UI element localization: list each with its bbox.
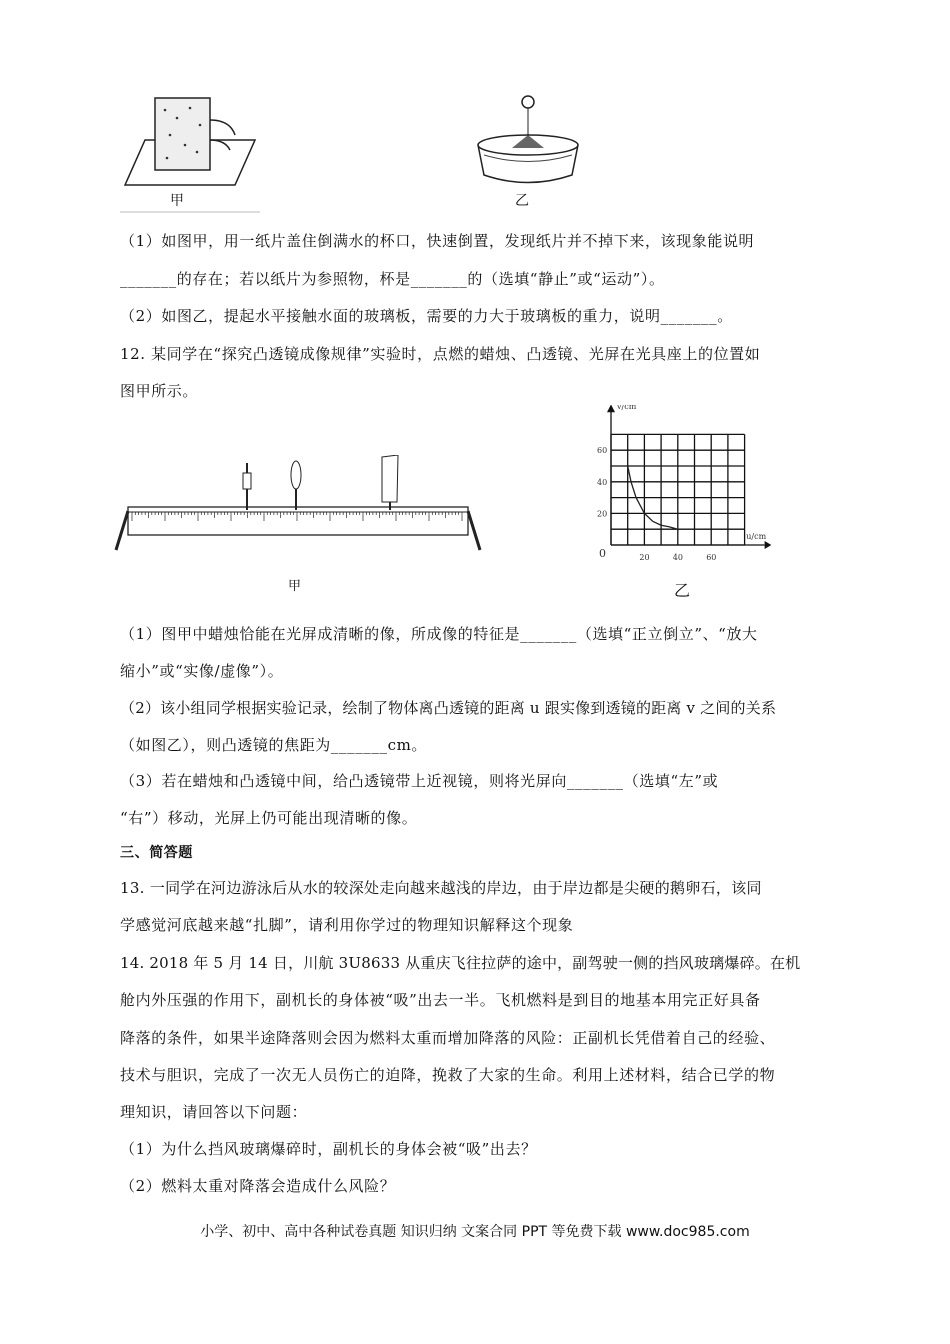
q12-part3-line1: （3）若在蜡烛和凸透镜中间，给凸透镜带上近视镜，则将光屏向_______（选填“左”或: [120, 772, 719, 790]
q12-part3-line2: “右”）移动，光屏上仍可能出现清晰的像。: [120, 809, 418, 827]
q13-line2: 学感觉河底越来越“扎脚”，请利用你学过的物理知识解释这个现象: [120, 916, 574, 934]
x-tick-label: 20: [639, 553, 650, 562]
figure-glass-plate-experiment: [470, 90, 590, 190]
q12-stem-line2: 图甲所示。: [120, 382, 199, 400]
y-tick-label: 60: [597, 446, 608, 456]
figure-optical-bench: [110, 455, 490, 555]
q12-stem-line1: 12. 某同学在“探究凸透镜成像规律”实验时，点燃的蜡烛、凸透镜、光屏在光具座上的位置如: [120, 345, 761, 363]
uv-graph: [595, 405, 775, 575]
q12-part2-line1: （2）该小组同学根据实验记录，绘制了物体离凸透镜的距离 u 跟实像到透镜的距离 v 之间的关系: [120, 699, 777, 717]
x-axis-arrow: [765, 541, 772, 549]
q14-line2: 舱内外压强的作用下，副机长的身体被“吸”出去一半。飞机燃料是到目的地基本用完正好具备: [120, 991, 761, 1009]
x-tick-label: 40: [672, 553, 683, 562]
q12-part2-line2: （如图乙），则凸透镜的焦距为_______cm。: [120, 736, 428, 754]
q14-line4: 技术与胆识，完成了一次无人员伤亡的迫降，挽救了大家的生命。利用上述材料，结合已学的物: [120, 1066, 776, 1084]
q11-part1-line2: _______的存在；若以纸片为参照物，杯是_______的（选填“静止”或“运动”）。: [120, 270, 665, 288]
figure-cup-experiment: [115, 90, 265, 215]
q12-part1-line2: 缩小”或“实像/虚像”）。: [120, 662, 284, 680]
q14-line1: 14. 2018 年 5 月 14 日，川航 3U8633 从重庆飞往拉萨的途中，副驾驶一侧的挡风玻璃爆碎。在机: [120, 954, 801, 972]
y-axis-label: v/cm: [617, 405, 637, 412]
q11-part1-line1: （1）如图甲，用一纸片盖住倒满水的杯口，快速倒置，发现纸片并不掉下来，该现象能说明: [120, 232, 755, 250]
q12-part1-line1: （1）图甲中蜡烛恰能在光屏成清晰的像，所成像的特征是_______（选填“正立倒立”、“放大: [120, 625, 758, 643]
q14-line5: 理知识，请回答以下问题：: [120, 1103, 308, 1121]
y-tick-label: 40: [597, 477, 608, 487]
x-tick-label: 60: [706, 553, 717, 562]
figure-caption-jia-bench: 甲: [288, 579, 302, 594]
footer-text: 小学、初中、高中各种试卷真题 知识归纳 文案合同 PPT 等免费下载 www.doc985.com: [200, 1224, 750, 1240]
y-tick-label: 20: [597, 509, 608, 519]
q14-part2: （2）燃料太重对降落会造成什么风险？: [120, 1177, 396, 1195]
q14-line3: 降落的条件，如果半途降落则会因为燃料太重而增加降落的风险：正副机长凭借着自己的经验、: [120, 1029, 776, 1047]
figure-caption-yi-graph: 乙: [674, 581, 691, 600]
section-heading: 三、简答题: [120, 845, 193, 861]
q11-part2: （2）如图乙，提起水平接触水面的玻璃板，需要的力大于玻璃板的重力，说明_______。: [120, 307, 733, 325]
x-axis-label: u/cm: [746, 532, 767, 541]
figure-caption-yi: 乙: [515, 193, 529, 209]
q14-part1: （1）为什么挡风玻璃爆碎时，副机长的身体会被“吸”出去？: [120, 1140, 537, 1158]
figure-caption-jia: 甲: [170, 193, 184, 209]
origin-label: 0: [599, 547, 606, 560]
q13-line1: 13. 一同学在河边游泳后从水的较深处走向越来越浅的岸边，由于岸边都是尖硬的鹅卵石，该同: [120, 879, 762, 897]
y-axis-arrow: [607, 405, 615, 412]
